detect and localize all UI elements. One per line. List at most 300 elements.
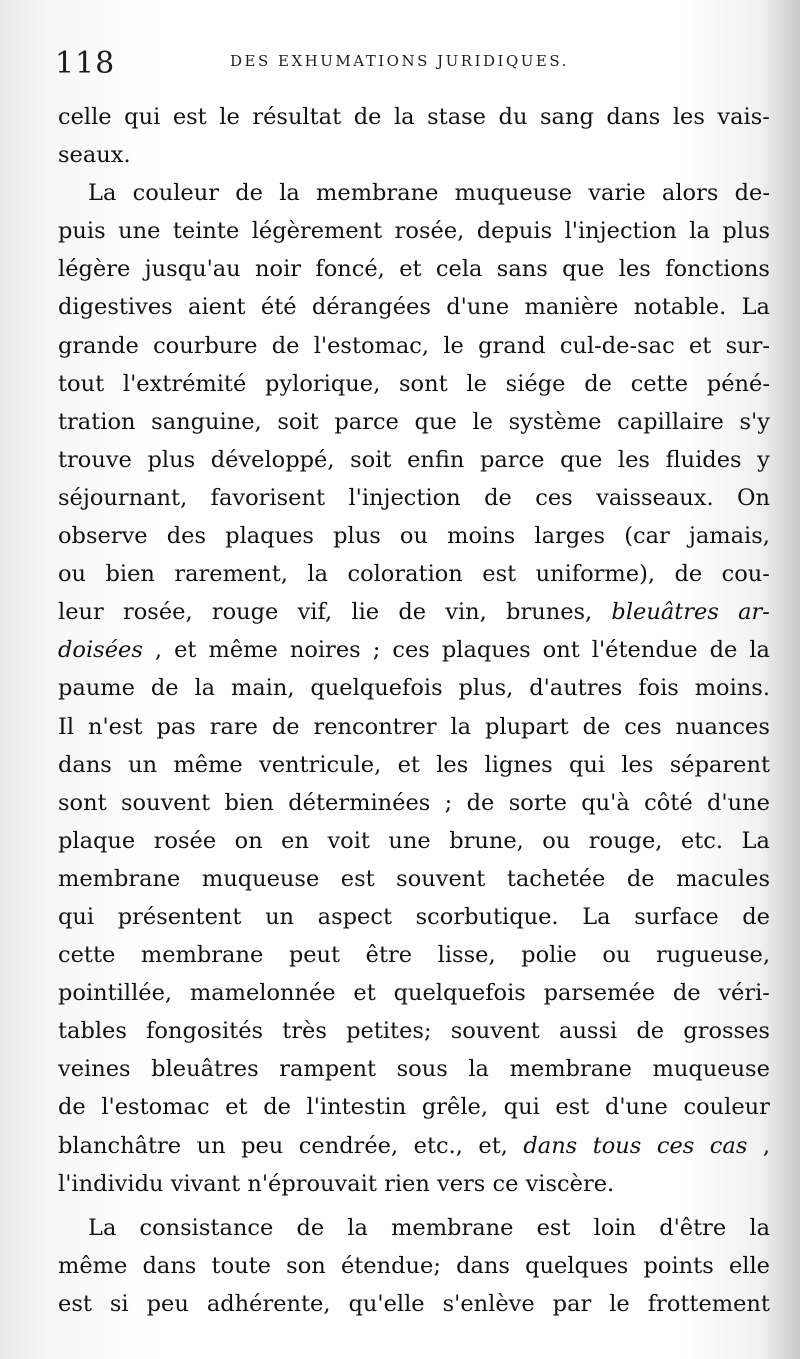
word: grande bbox=[58, 332, 139, 359]
word: que bbox=[562, 256, 605, 283]
word: de bbox=[636, 1018, 665, 1045]
text-line bbox=[58, 1209, 770, 1247]
word: consistance bbox=[139, 1214, 274, 1241]
text-line bbox=[58, 708, 770, 746]
word: siége bbox=[505, 370, 566, 397]
word: péné- bbox=[706, 370, 770, 397]
word: sont bbox=[398, 370, 448, 397]
word: la bbox=[749, 1214, 770, 1241]
text-line bbox=[58, 1247, 770, 1285]
word-space bbox=[430, 1165, 437, 1203]
word: scorbutique. bbox=[415, 903, 559, 930]
word: sous bbox=[396, 1056, 448, 1083]
word: est bbox=[482, 561, 517, 588]
word: plaque bbox=[58, 827, 136, 854]
word: muqueuse bbox=[454, 180, 573, 207]
word: un bbox=[196, 1132, 226, 1159]
text-line bbox=[58, 441, 770, 479]
word: foncé, bbox=[315, 256, 385, 283]
word: grêle, bbox=[421, 1094, 489, 1121]
word: bien bbox=[105, 561, 155, 588]
word: La bbox=[88, 1214, 117, 1241]
word: n'éprouvait bbox=[247, 1170, 377, 1197]
word: est bbox=[58, 1290, 92, 1317]
word: le bbox=[443, 332, 464, 359]
word: tout bbox=[58, 370, 105, 397]
text-line bbox=[58, 1012, 770, 1050]
word: parsemée bbox=[543, 980, 656, 1007]
word: noires bbox=[289, 637, 361, 664]
word: qu'elle bbox=[348, 1290, 425, 1317]
word: l'individu bbox=[58, 1170, 164, 1197]
word: nuances bbox=[675, 713, 770, 740]
word: bleuâtres bbox=[611, 599, 719, 626]
text-line bbox=[58, 98, 770, 136]
word: des bbox=[166, 523, 207, 550]
word: de bbox=[709, 637, 738, 664]
word: main, bbox=[230, 675, 295, 702]
word: jusqu'au bbox=[144, 256, 241, 283]
word: bien bbox=[224, 789, 274, 816]
word: de bbox=[584, 370, 612, 397]
word: La bbox=[582, 903, 611, 930]
word: puis bbox=[58, 218, 106, 245]
word: du bbox=[498, 104, 528, 130]
word: lisse, bbox=[437, 942, 496, 969]
word: de bbox=[398, 599, 427, 626]
word: qu'à bbox=[581, 789, 630, 816]
word: lie bbox=[351, 599, 380, 626]
word: être bbox=[365, 942, 413, 969]
word: s'enlève bbox=[442, 1290, 535, 1317]
word: les bbox=[672, 104, 705, 130]
word: On bbox=[737, 484, 770, 511]
word: observe bbox=[58, 523, 148, 550]
word: les bbox=[617, 446, 650, 473]
word: le bbox=[609, 1290, 630, 1317]
text-line bbox=[58, 136, 770, 174]
word: (car bbox=[624, 523, 670, 550]
word: ou bbox=[399, 523, 428, 550]
word-space bbox=[163, 1165, 170, 1203]
word: bleuâtres bbox=[151, 1056, 259, 1083]
text-line bbox=[58, 784, 770, 822]
word: soit bbox=[277, 408, 319, 435]
word: notable. bbox=[633, 294, 727, 321]
word: points bbox=[643, 1252, 714, 1279]
word: la bbox=[307, 561, 329, 588]
word: de bbox=[271, 332, 300, 359]
running-head bbox=[55, 40, 775, 80]
word: doisées bbox=[58, 637, 143, 664]
word: de bbox=[263, 1094, 291, 1121]
word: depuis bbox=[476, 218, 553, 245]
word: soit bbox=[350, 446, 392, 473]
word: tous bbox=[592, 1132, 642, 1159]
text-line bbox=[58, 479, 770, 517]
word: cas bbox=[709, 1132, 748, 1159]
word: quelques bbox=[525, 1252, 629, 1279]
word: tration bbox=[58, 408, 136, 435]
word: résultat bbox=[252, 104, 342, 130]
word: cela bbox=[435, 256, 483, 283]
word: même bbox=[173, 751, 243, 778]
word: est bbox=[555, 1094, 590, 1121]
word: de bbox=[672, 980, 701, 1007]
word: dans bbox=[142, 1252, 197, 1279]
word: parce bbox=[334, 408, 399, 435]
word: que bbox=[414, 408, 457, 435]
word: La bbox=[741, 294, 770, 321]
word: brune, bbox=[449, 827, 524, 854]
text-line bbox=[58, 1127, 770, 1165]
word: digestives bbox=[58, 294, 173, 321]
word: de bbox=[150, 675, 179, 702]
word: fongosités bbox=[146, 1018, 264, 1045]
word: La bbox=[741, 827, 770, 854]
word: aspect bbox=[317, 903, 392, 930]
word: rare bbox=[209, 713, 258, 740]
body-text bbox=[58, 98, 770, 1323]
word: polie bbox=[521, 942, 577, 969]
word: ventricule, bbox=[259, 751, 382, 778]
word: de- bbox=[734, 180, 770, 207]
word: pointillée, bbox=[58, 980, 173, 1007]
word: plupart bbox=[484, 713, 569, 740]
word: que bbox=[560, 446, 603, 473]
word: grand bbox=[478, 332, 546, 359]
word: une bbox=[118, 218, 161, 245]
word: ou bbox=[602, 942, 631, 969]
word: brunes, bbox=[506, 599, 593, 626]
word: pas bbox=[156, 713, 196, 740]
word: rouge bbox=[211, 599, 279, 626]
word: dans bbox=[606, 104, 661, 130]
word: ces bbox=[656, 1132, 695, 1159]
word: tables bbox=[58, 1018, 127, 1045]
word: stase bbox=[427, 104, 486, 130]
word: légèrement bbox=[251, 218, 383, 245]
word: manière bbox=[524, 294, 619, 321]
text-line bbox=[58, 1050, 770, 1088]
word: par bbox=[552, 1290, 592, 1317]
word: leur bbox=[58, 599, 104, 626]
word: membrane bbox=[391, 1214, 514, 1241]
word: larges bbox=[534, 523, 606, 550]
word: rosée, bbox=[394, 218, 465, 245]
word: paume bbox=[58, 675, 135, 702]
word-space bbox=[377, 1165, 384, 1203]
word: la bbox=[749, 637, 770, 664]
text-line bbox=[58, 212, 770, 250]
running-title: DES EXHUMATIONS JURIDIQUES. bbox=[230, 52, 569, 70]
word: voit bbox=[327, 827, 370, 854]
word: vais- bbox=[717, 104, 770, 130]
word: légère bbox=[58, 256, 131, 283]
word: est bbox=[172, 104, 207, 130]
word: étendue; bbox=[340, 1252, 441, 1279]
word: est bbox=[340, 865, 375, 892]
word: La bbox=[88, 180, 117, 207]
word: sans bbox=[496, 256, 548, 283]
text-line bbox=[58, 250, 770, 288]
word: et bbox=[174, 637, 197, 664]
word: de bbox=[626, 865, 655, 892]
word: vin, bbox=[445, 599, 487, 626]
word: les bbox=[436, 751, 469, 778]
word: petites; bbox=[346, 1018, 432, 1045]
text-line bbox=[58, 1165, 770, 1203]
word: uniforme), bbox=[535, 561, 656, 588]
word: lignes bbox=[484, 751, 553, 778]
word: toute bbox=[211, 1252, 271, 1279]
word: l'intestin bbox=[306, 1094, 407, 1121]
word: capillaire bbox=[617, 408, 724, 435]
word: macules bbox=[676, 865, 770, 892]
word: de bbox=[296, 1214, 325, 1241]
word: ; bbox=[372, 637, 381, 664]
word: de bbox=[271, 713, 300, 740]
word: la bbox=[347, 1214, 368, 1241]
word: s'y bbox=[739, 408, 770, 435]
word: celle bbox=[58, 104, 112, 130]
word: courbure bbox=[153, 332, 258, 359]
word: rarement, bbox=[174, 561, 288, 588]
word: souvent bbox=[396, 865, 486, 892]
word: membrane bbox=[58, 865, 181, 892]
word: loin bbox=[593, 1214, 637, 1241]
word: souvent bbox=[121, 789, 211, 816]
word: rien bbox=[384, 1170, 430, 1197]
word: rosée, bbox=[122, 599, 193, 626]
word: côté bbox=[644, 789, 693, 816]
text-line bbox=[58, 822, 770, 860]
word: qui bbox=[503, 1094, 540, 1121]
word: d'autres bbox=[529, 675, 623, 702]
word: muqueuse bbox=[652, 1056, 770, 1083]
word: muqueuse bbox=[201, 865, 320, 892]
word: blanchâtre bbox=[58, 1132, 182, 1159]
word: trouve bbox=[58, 446, 132, 473]
word: de bbox=[674, 561, 703, 588]
text-line bbox=[58, 898, 770, 936]
word-space bbox=[518, 1165, 525, 1203]
word: veines bbox=[58, 1056, 131, 1083]
word: plus bbox=[722, 218, 770, 245]
word: les bbox=[621, 751, 654, 778]
word: moins. bbox=[694, 675, 770, 702]
word: l'étendue bbox=[591, 637, 698, 664]
word: surface bbox=[634, 903, 719, 930]
word: véri- bbox=[718, 980, 770, 1007]
word: vif, bbox=[297, 599, 333, 626]
word: dérangées bbox=[311, 294, 431, 321]
word: le bbox=[219, 104, 240, 130]
text-line bbox=[58, 174, 770, 212]
word: ces bbox=[624, 713, 662, 740]
word: aient bbox=[188, 294, 246, 321]
word: plus bbox=[147, 446, 196, 473]
word: qui bbox=[568, 751, 606, 778]
word: ar- bbox=[738, 599, 770, 626]
word: teinte bbox=[172, 218, 240, 245]
word: ce bbox=[492, 1170, 519, 1197]
word: cou- bbox=[721, 561, 770, 588]
word: séparent bbox=[669, 751, 770, 778]
word: ou bbox=[58, 561, 87, 588]
word: la bbox=[194, 675, 216, 702]
text-line bbox=[58, 1285, 770, 1323]
word: viscère. bbox=[525, 1170, 615, 1197]
word: pylorique, bbox=[265, 370, 381, 397]
word: cette bbox=[58, 942, 116, 969]
word: plus bbox=[333, 523, 381, 550]
word: système bbox=[508, 408, 602, 435]
word: n'est bbox=[87, 713, 143, 740]
word: adhérente, bbox=[206, 1290, 331, 1317]
word: cul-de-sac bbox=[559, 332, 675, 359]
word: la bbox=[450, 713, 472, 740]
word: tachetée bbox=[506, 865, 606, 892]
word: et bbox=[353, 980, 376, 1007]
word: sanguine, bbox=[151, 408, 262, 435]
word: et bbox=[399, 256, 422, 283]
word: ; bbox=[444, 789, 453, 816]
word: et, bbox=[478, 1132, 508, 1159]
word: membrane bbox=[316, 180, 439, 207]
text-line bbox=[58, 365, 770, 403]
word: un bbox=[265, 903, 295, 930]
word: souvent bbox=[450, 1018, 540, 1045]
word: y bbox=[757, 446, 770, 473]
word: la bbox=[468, 1056, 489, 1083]
word: en bbox=[281, 827, 309, 854]
word: moins bbox=[447, 523, 516, 550]
word-space bbox=[240, 1165, 247, 1203]
word: l'estomac, bbox=[313, 332, 430, 359]
text-line bbox=[58, 669, 770, 707]
word: ont bbox=[542, 637, 580, 664]
word: si bbox=[109, 1290, 129, 1317]
word: dans bbox=[58, 751, 112, 778]
word: de bbox=[742, 903, 770, 930]
word: coloration bbox=[347, 561, 463, 588]
word: vaisseaux. bbox=[596, 484, 714, 511]
word: quelquefois bbox=[310, 675, 443, 702]
word: plaques bbox=[225, 523, 314, 550]
word: de bbox=[466, 789, 495, 816]
word: grosses bbox=[683, 1018, 770, 1045]
word: qui bbox=[124, 104, 161, 130]
word: vivant bbox=[170, 1170, 241, 1197]
word: sont bbox=[58, 789, 107, 816]
word: développé, bbox=[210, 446, 335, 473]
word: peu bbox=[241, 1132, 284, 1159]
word: même bbox=[58, 1252, 128, 1279]
word: l'extrémité bbox=[122, 370, 247, 397]
word: rampent bbox=[279, 1056, 377, 1083]
word: le bbox=[466, 370, 487, 397]
word: de bbox=[484, 484, 512, 511]
word: etc., bbox=[413, 1132, 463, 1159]
word: l'injection bbox=[348, 484, 461, 511]
word: varie bbox=[588, 180, 646, 207]
word: dans bbox=[523, 1132, 578, 1159]
word: qui bbox=[58, 903, 95, 930]
text-line bbox=[58, 593, 770, 631]
word: enfin bbox=[407, 446, 465, 473]
word: sorte bbox=[508, 789, 567, 816]
word: le bbox=[472, 408, 493, 435]
word: d'une bbox=[604, 1094, 668, 1121]
word: déterminées bbox=[288, 789, 431, 816]
word: fluides bbox=[665, 446, 742, 473]
word: rosée bbox=[153, 827, 217, 854]
text-line bbox=[58, 327, 770, 365]
word: etc. bbox=[680, 827, 724, 854]
word: couleur bbox=[132, 180, 219, 207]
word: rencontrer bbox=[313, 713, 437, 740]
word: présentent bbox=[117, 903, 242, 930]
word: de bbox=[353, 104, 382, 130]
word: ou bbox=[542, 827, 571, 854]
word: Il bbox=[58, 713, 75, 740]
word: alors bbox=[661, 180, 719, 207]
word: l'injection bbox=[564, 218, 677, 245]
word: de bbox=[582, 713, 611, 740]
word: la bbox=[689, 218, 710, 245]
text-line bbox=[58, 746, 770, 784]
word: de bbox=[58, 1094, 86, 1121]
word: parce bbox=[479, 446, 545, 473]
word: même bbox=[208, 637, 278, 664]
word: d'être bbox=[659, 1214, 727, 1241]
word-space bbox=[485, 1165, 492, 1203]
text-line bbox=[58, 555, 770, 593]
text-line bbox=[58, 288, 770, 326]
word: cendrée, bbox=[298, 1132, 399, 1159]
word: membrane bbox=[509, 1056, 632, 1083]
word: cette bbox=[630, 370, 689, 397]
word: ces bbox=[392, 637, 430, 664]
text-line bbox=[58, 974, 770, 1012]
word: son bbox=[286, 1252, 326, 1279]
word: favorisent bbox=[210, 484, 326, 511]
text-line bbox=[58, 631, 770, 669]
word: séjournant, bbox=[58, 484, 188, 511]
word: quelquefois bbox=[393, 980, 526, 1007]
word: dans bbox=[456, 1252, 510, 1279]
word: sur- bbox=[725, 332, 770, 359]
text-line bbox=[58, 936, 770, 974]
word: l'estomac bbox=[101, 1094, 210, 1121]
word: plus, bbox=[458, 675, 514, 702]
word: couleur bbox=[683, 1094, 770, 1121]
text-line bbox=[58, 517, 770, 555]
word: plaques bbox=[441, 637, 531, 664]
word: rouge, bbox=[588, 827, 663, 854]
word: peut bbox=[288, 942, 341, 969]
word: peu bbox=[146, 1290, 189, 1317]
word: ces bbox=[535, 484, 573, 511]
word: on bbox=[234, 827, 263, 854]
word: frottement bbox=[647, 1290, 770, 1317]
word: jamais, bbox=[688, 523, 770, 550]
word: seaux. bbox=[58, 142, 131, 169]
text-line bbox=[58, 1088, 770, 1126]
word: et bbox=[397, 751, 420, 778]
word: aussi bbox=[559, 1018, 618, 1045]
